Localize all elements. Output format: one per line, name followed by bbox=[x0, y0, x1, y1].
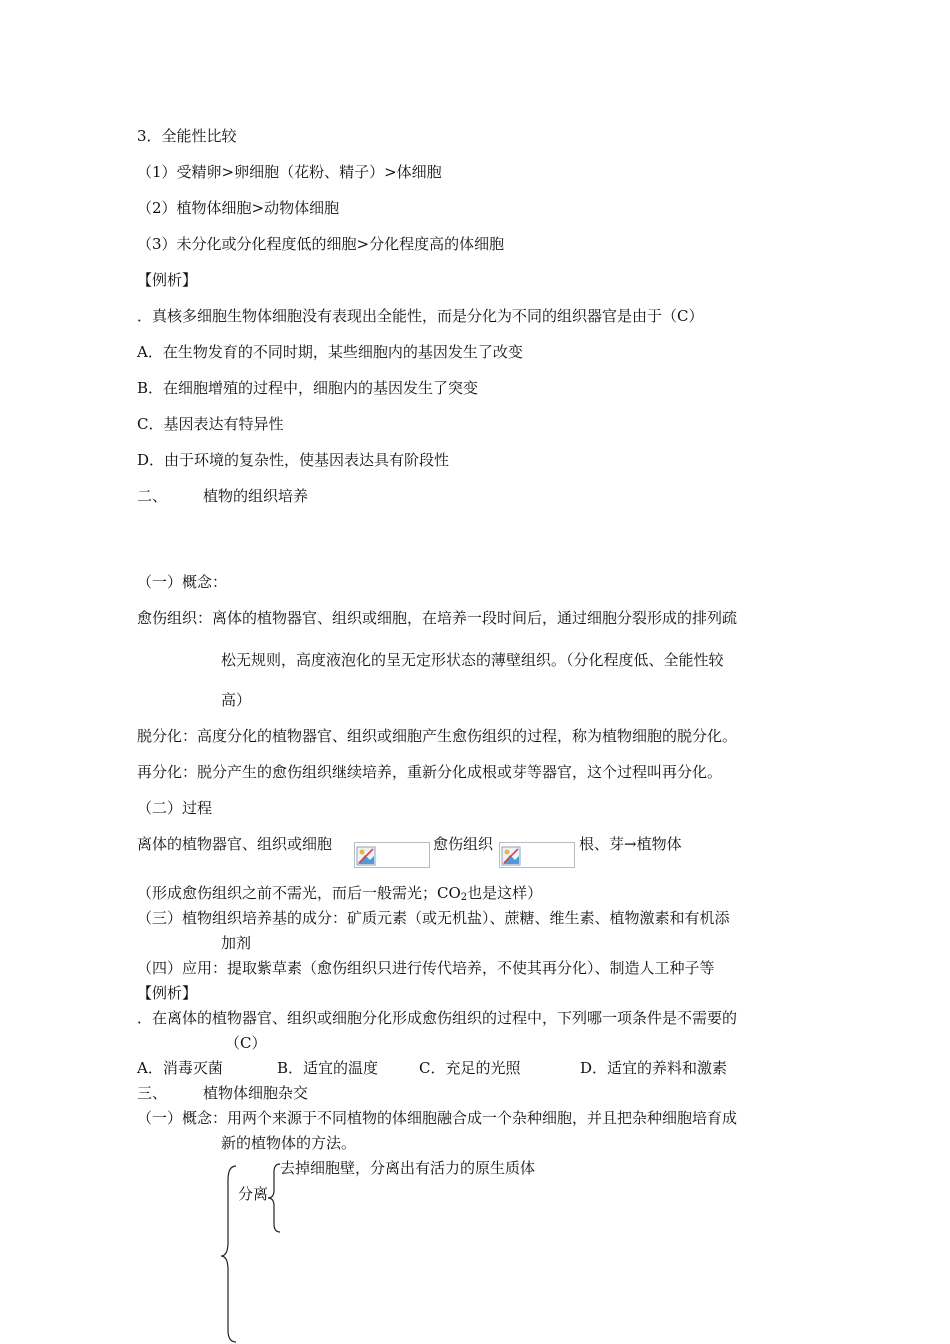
application-text: （四）应用：提取紫草素（愈伤组织只进行传代培养，不使其再分化）、制造人工种子等 bbox=[137, 959, 715, 977]
small-brace bbox=[266, 1162, 282, 1236]
separate-label: 分离 bbox=[238, 1185, 269, 1203]
example-tag: 【例析】 bbox=[137, 271, 198, 289]
definition-callus: 愈伤组织：离体的植物器官、组织或细胞，在培养一段时间后，通过细胞分裂形成的排列疏 bbox=[137, 609, 738, 627]
question-answer: （C） bbox=[225, 1034, 267, 1052]
list-item: （1）受精卵>卵细胞（花粉、精子）>体细胞 bbox=[137, 163, 442, 181]
part-heading-number: 三、 bbox=[137, 1084, 168, 1102]
concept-text-cont: 新的植物体的方法。 bbox=[221, 1134, 357, 1152]
example-tag: 【例析】 bbox=[137, 984, 198, 1002]
definition-callus-cont: 松无规则，高度液泡化的呈无定形状态的薄壁组织。（分化程度低、全能性较 bbox=[221, 651, 724, 669]
option-c: C．基因表达有特异性 bbox=[137, 415, 284, 433]
list-item: （3）未分化或分化程度低的细胞>分化程度高的体细胞 bbox=[137, 235, 505, 253]
option-c: C．充足的光照 bbox=[419, 1059, 521, 1077]
definition-dedifferentiation: 脱分化：高度分化的植物器官、组织或细胞产生愈伤组织的过程，称为植物细胞的脱分化。 bbox=[137, 727, 738, 745]
option-b: B．适宜的温度 bbox=[277, 1059, 379, 1077]
list-item: （2）植物体细胞>动物体细胞 bbox=[137, 199, 340, 217]
definition-redifferentiation: 再分化：脱分产生的愈伤组织继续培养，重新分化成根或芽等器官，这个过程叫再分化。 bbox=[137, 763, 723, 781]
part-heading-number: 二、 bbox=[137, 487, 168, 505]
concept-text: （一）概念：用两个来源于不同植物的体细胞融合成一个杂种细胞，并且把杂种细胞培育成 bbox=[137, 1109, 738, 1127]
flow-start: 离体的植物器官、组织或细胞 bbox=[137, 835, 333, 853]
medium-composition-cont: 加剂 bbox=[221, 934, 252, 952]
flow-end: 根、芽→植物体 bbox=[579, 835, 682, 853]
medium-composition: （三）植物组织培养基的成分：矿质元素（或无机盐）、蔗糖、维生素、植物激素和有机添 bbox=[137, 909, 730, 927]
part-heading-text: 植物的组织培养 bbox=[203, 487, 309, 505]
broken-image-icon bbox=[499, 842, 575, 868]
question-text: ．在离体的植物器官、组织或细胞分化形成愈伤组织的过程中，下列哪一项条件是不需要的 bbox=[137, 1009, 738, 1027]
option-d: D．由于环境的复杂性，使基因表达具有阶段性 bbox=[137, 451, 450, 469]
subsection-heading: （二）过程 bbox=[137, 799, 213, 817]
option-a: A．消毒灭菌 bbox=[137, 1059, 223, 1077]
definition-callus-cont: 高） bbox=[221, 691, 252, 709]
section-heading: 3．全能性比较 bbox=[137, 127, 237, 145]
flow-mid: 愈伤组织 bbox=[433, 835, 494, 853]
option-d: D．适宜的养料和激素 bbox=[580, 1059, 728, 1077]
part-heading-text: 植物体细胞杂交 bbox=[203, 1084, 309, 1102]
large-brace bbox=[218, 1164, 238, 1344]
subsection-heading: （一）概念： bbox=[137, 573, 228, 591]
option-a: A．在生物发育的不同时期，某些细胞内的基因发生了改变 bbox=[137, 343, 523, 361]
light-note: （形成愈伤组织之前不需光，而后一般需光；CO2也是这样） bbox=[137, 884, 543, 903]
option-b: B．在细胞增殖的过程中，细胞内的基因发生了突变 bbox=[137, 379, 479, 397]
question-text: ．真核多细胞生物体细胞没有表现出全能性，而是分化为不同的组织器官是由于（C） bbox=[137, 307, 704, 325]
broken-image-icon bbox=[354, 842, 430, 868]
step-text: 去掉细胞壁，分离出有活力的原生质体 bbox=[280, 1159, 536, 1177]
